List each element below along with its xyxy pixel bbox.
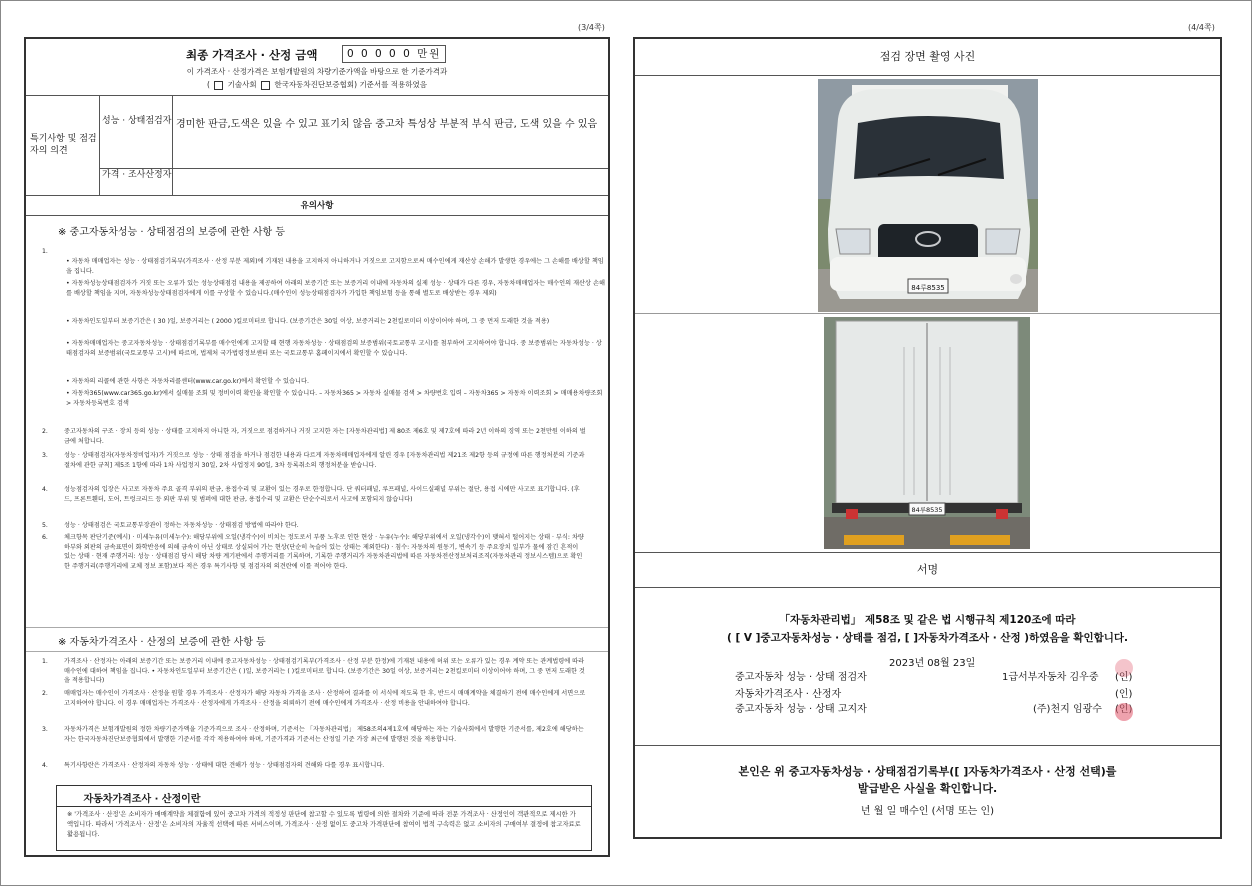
rear-plate: 84루8535 — [911, 506, 943, 514]
signer-role: 중고자동차 성능 · 상태 점검자 — [735, 672, 867, 683]
final-price-title: 최종 가격조사 · 산정 금액 — [186, 48, 318, 62]
cert-line-2: ( [ V ]중고자동차성능 · 상태를 점검, [ ]자동차가격조사 · 산정 )하였음을 확인합니다. — [726, 632, 1129, 644]
inspector-opinion: 경미한 판금,도색은 있을 수 있고 표기치 않음 중고차 특성상 부분적 부식 판금, 도색 있을 수 있음 — [176, 119, 598, 130]
section2-para-4: 4. 특기사항란은 가격조사 · 산정자의 자동차 성능 · 상태에 대한 견해가 성능 · 상태점검자의 견해와 다를 경우 표시합니다. — [42, 762, 385, 769]
section1-para-5: 5. 성능 · 상태점검은 국토교통부장관이 정하는 자동차성능 · 상태점검 방법에 따라야 한다. — [42, 522, 299, 529]
section2-para-2: 2. 매매업자는 매수인이 가격조사 · 산정을 원할 경우 가격조사 · 산정자가 해당 자동차 가격을 조사 · 산정하여 결과를 이 서식에 적도록 한 후, 반드시 매매계약을 체결하기 전에 매수인에게 서면으로 고지하여야 합니다. 이 경우 매매업자는 가격조사 · 산정자에게 가격조사 · 산정을 의뢰하기 전에 매수인에게 가격조사 · 산정 비용을 안내하여야 합니다. — [42, 690, 586, 707]
section1-para-6: 6. 체크항목 판단기준(예시) · 미세누유(미세누수): 해당부위에 오일(냉각수)이 비치는 정도로서 부품 노후로 인한 현상 · 누유(누수): 해당부위에서 오일(냉각수)이 맺혀서 떨어지는 상태 · 부식: 차량하부와 외판의 금속표면이 화학반응에 의해 금속이 아닌 상태로 상실되어 가는 현상(단순히 녹슬어 있는 상태는 제외한다) · 침수: 자동차의 원동기, 변속기 등 주요장치 일부가 물에 잠긴 흔적이 있는 상태 · 현재 주행거리: 성능 · 상태점검 당시 해당 차량 계기판에서 주행거리를 기록하며, 기록한 주행거리가 자동차관리법에 따른 자동차전산정보처리조직(자동차관리 정보시스템)으로 확인한 주행거리(주행거리에 교체 정보 포함)보다 적은 경우 특기사항 및 점검자의 의견란에 이를 적어야 한다. — [42, 534, 584, 570]
section2-para-3: 3. 자동차가격은 보험개발원의 정한 차량기준가액을 기준가격으로 조사 · 산정하며, 기준서는 「자동차관리법」 제58조의4제1호에 해당하는 자는 기술사회에서 발행한 기준서를, 제2호에 해당하는 자는 한국자동차진단보증협회에서 발행한 기준서를 각각 적용하여야 하며, 기준가격과 기준서는 산정일 기준 가장 최근에 발행된 것을 적용합니다. — [42, 726, 584, 743]
signer-role: 자동차가격조사 · 산정자 — [735, 689, 842, 700]
section1-para: • 자동차인도일부터 보증기간은 ( 30 )일, 보증거리는 ( 2000 )킬로미터로 합니다. (보증기간은 30일 이상, 보증거리는 2천킬로미터 이상이어야 하며, 그 중 먼저 도래한 것을 적용) — [66, 318, 550, 325]
signer-seal: (인) — [1115, 672, 1133, 683]
front-plate: 84루8535 — [911, 284, 945, 292]
price-basis-line2: ( 기술사회 한국자동차진단보증협회) 기준서를 적용하였음 — [206, 80, 428, 89]
definition-box — [56, 785, 592, 851]
checkbox-tech-society[interactable] — [214, 81, 223, 90]
section1-para: • 자동차365(www.car365.go.kr)에서 실매물 조회 및 정비이력 확인을 확인할 수 있습니다. – 자동차365 > 자동차 실매물 검색 > 차량번호 입력 – 자동차365 > 자동차 이력조회 > 매매용차량조회 > 자동차등록번호 검색 — [66, 390, 603, 407]
final-price-amount: 0 0 0 0 0 만원 — [342, 45, 446, 63]
signer-name: (주)천지 임광수 — [1033, 704, 1102, 715]
cert-line-1: 「자동차관리법」 제58조 및 같은 법 시행규칙 제120조에 따라 — [779, 614, 1076, 626]
section1-para: • 자동차의 리콜에 관한 사항은 자동차리콜센터(www.car.go.kr)에서 확인할 수 있습니다. — [66, 378, 309, 385]
checkbox-diagnosis-assoc[interactable] — [261, 81, 270, 90]
definition-text: ※ '가격조사 · 산정'은 소비자가 매매계약을 체결함에 있어 중고차 가격의 적정성 판단에 참고할 수 있도록 법령에 의한 절차와 기준에 따라 전문 가격조사 · 산정인이 객관적으로 제시한 가액입니다. 따라서 '가격조사 · 산정'은 소비자의 자율적 선택에 따른 서비스이며, 가격조사 · 산정 없이도 중고차 가격판단에 참여이 법적 구속력은 없고 소비자의 구매여부 결정에 참고자료로 활용됩니다. — [67, 811, 581, 838]
truck-rear-photo — [824, 317, 1030, 549]
definition-title: 자동차가격조사 · 산정이란 — [83, 794, 201, 805]
photo-section-title: 점검 장면 촬영 사진 — [635, 39, 1220, 76]
section1-para: • 자동차매매업자는 중고자동차성능 · 상태점검기록부를 매수인에게 고지할 때 현행 자동차성능 · 상태점검의 보증범위(국토교통부 고시)를 첨부하여 고지하여야 합니다. 중 보증범위는 자동차성능 · 상태점검자의 보증범위(국토교통부 고시)에 따르며, 법제처 국가법령정보센터 또는 국토교통부 홈페이지에서 확인할 수 있습니다. — [66, 340, 602, 357]
signer-name: 1급서부자동차 김우중 — [1002, 672, 1099, 683]
price-basis-line1: 이 가격조사 · 산정가격은 보험개발원의 차량기준가액을 바탕으로 한 기준가격과 — [186, 67, 448, 76]
signer-role: 중고자동차 성능 · 상태 고지자 — [735, 704, 867, 715]
buyer-sign-line: 년 월 일 매수인 (서명 또는 인) — [860, 806, 995, 817]
special-notes-table — [26, 95, 608, 195]
page-number-left: (3/4쪽) — [578, 23, 605, 32]
signature-title: 서명 — [635, 552, 1220, 588]
section1-para: • 자동차 매매업자는 성능 · 상태점검기록부(가격조사 · 산정 부분 제외)에 기재된 내용을 고지하지 아니하거나 거짓으로 고지함으로써 매수인에게 재산상 손해가 발생한 경우에는 그 손해를 배상할 책임을 집니다. — [66, 258, 604, 275]
section1-title: ※ 중고자동차성능 · 상태점검의 보증에 관한 사항 등 — [58, 227, 286, 238]
section2-title: ※ 자동차가격조사 · 산정의 보증에 관한 사항 등 — [58, 637, 266, 648]
seal-stamp — [1115, 659, 1133, 677]
section1-para: 1. — [42, 248, 48, 255]
special-notes-label: 특기사항 및 점검자의 의견 — [26, 95, 100, 195]
section1-para-4: 4. 성능점검자의 입장은 사고로 자동차 주요 골격 부위의 판금, 용접수리 및 교환이 있는 경우로 한정합니다. 단 쿼터패널, 루프패널, 사이드실패널 부위는 절단, 용접 시에만 사고로 표기합니다. (후드, 프론트휀더, 도어, 트렁크리드 등 외판 부위 및 범퍼에 대한 판금, 용접수리 및 교환은 단순수리로서 사고에 포함되지 않습니다) — [42, 486, 580, 503]
buyer-confirm-line2: 발급받은 사실을 확인합니다. — [857, 782, 998, 795]
buyer-confirm-line1: 본인은 위 중고자동차성능 · 상태점검기록부([ ]자동차가격조사 · 산정 선택)를 — [738, 765, 1117, 778]
page-number-right: (4/4쪽) — [1188, 23, 1215, 32]
section2-para-1: 1. 가격조사 · 산정자는 아래의 보증기간 또는 보증거리 이내에 중고자동차성능 · 상태점검기록부(가격조사 · 산정 부분 한정)에 기재된 내용에 허위 또는 오류가 있는 경우 계약 또는 관계법령에 따라 매수인에 대하여 책임을 집니다. • 자동차인도일부터 보증기간은 ( )일, 보증거리는 ( )킬로미터로 합니다. (보증기간은 30일 이상, 보증거리는 2천킬로미터 이상이어야 하며, 그 중 먼저 도래한 것을 적용합니다) — [42, 658, 585, 684]
truck-front-photo — [818, 79, 1038, 312]
notice-title: 유의사항 — [300, 201, 334, 211]
page-3 — [24, 37, 610, 857]
seal-stamp — [1115, 703, 1133, 721]
inspector-label: 성능 · 상태점검자 — [102, 116, 172, 126]
sign-date: 2023년 08월 23일 — [889, 658, 976, 669]
section1-para: • 자동차성능상태점검자가 거짓 또는 오류가 있는 성능상태점검 내용을 제공하여 아래의 보증기간 또는 보증거리 이내에 자동차의 실제 성능 · 상태가 다른 경우, 자동차매매업자는 매수인의 재산상 손해를 배상할 책임을 지며, 자동차성능상태점검자에게 이를 구상할 수 있습니다.(매수인이 성능상태점검자가 가입한 책임보험 등을 통해 별도로 배상받는 경우 제외) — [66, 280, 605, 297]
page-4 — [633, 37, 1222, 839]
section1-para-3: 3. 성능 · 상태점검자(자동차정비업자)가 거짓으로 성능 · 상태 점검을 하거나 점검한 내용과 다르게 자동차매매업자에게 알린 경우 [자동차관리법 제21조 제2항 등의 규정에 따른 행정처분의 기준과 절차에 관한 규칙] 제5조 1항에 따라 1차 사업정지 30일, 2차 사업정지 90일, 3차 등록취소의 행정처분을 받습니다. — [42, 452, 585, 469]
section1-para-2: 2. 중고자동차의 구조 · 장치 등의 성능 · 상태를 고지하지 아니한 자, 거짓으로 점검하거나 거짓 고지한 자는 [자동차관리법] 제 80조 제6호 및 제7호에 따라 2년 이하의 징역 또는 2천만원 이하의 벌금에 처합니다. — [42, 428, 586, 445]
final-price-block — [26, 39, 608, 96]
signer-seal: (인) — [1115, 689, 1133, 700]
appraiser-label: 가격 · 조사산정자 — [102, 170, 172, 180]
